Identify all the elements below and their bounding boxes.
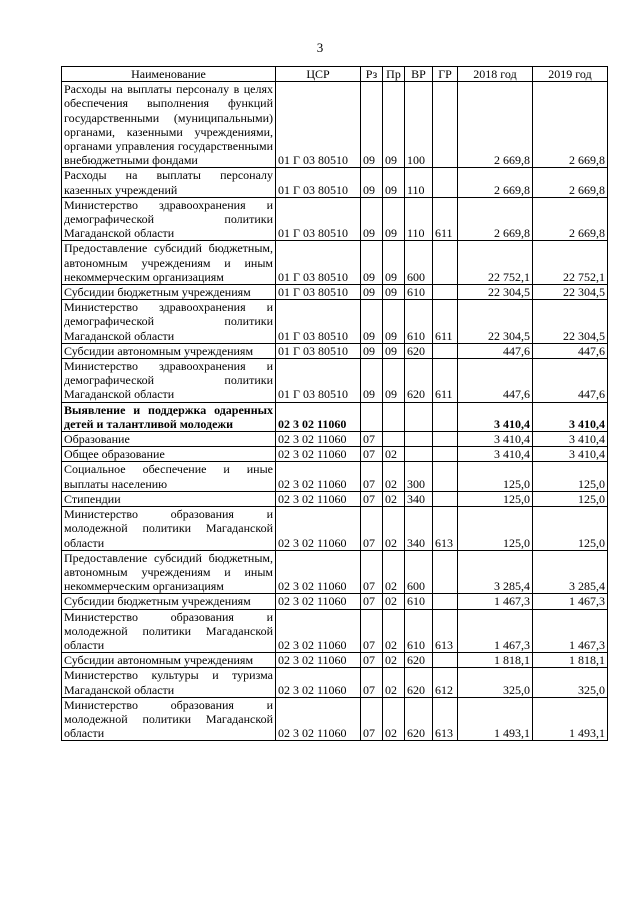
row-pr: 02 bbox=[383, 653, 405, 668]
row-name: Субсидии автономным учреждениям bbox=[62, 653, 276, 668]
row-vr: 300 bbox=[405, 462, 433, 491]
row-2018: 447,6 bbox=[458, 343, 533, 358]
row-vr: 610 bbox=[405, 609, 433, 653]
row-gr: 611 bbox=[433, 359, 458, 403]
row-gr bbox=[433, 168, 458, 197]
row-2019: 1 818,1 bbox=[533, 653, 608, 668]
row-2018: 1 818,1 bbox=[458, 653, 533, 668]
row-2019: 447,6 bbox=[533, 359, 608, 403]
row-rz: 07 bbox=[361, 507, 383, 551]
row-rz: 09 bbox=[361, 168, 383, 197]
table-row bbox=[62, 432, 608, 447]
row-csr: 02 3 02 11060 bbox=[276, 594, 361, 609]
row-pr bbox=[383, 402, 405, 431]
table-row bbox=[62, 241, 608, 285]
header-name: Наименование bbox=[62, 67, 276, 82]
row-name: Предоставление субсидий бюджетным, автономным учреждениям и иным некоммерческим организациям bbox=[62, 550, 276, 594]
row-vr bbox=[405, 402, 433, 431]
table-row bbox=[62, 300, 608, 344]
row-name: Образование bbox=[62, 432, 276, 447]
row-rz: 07 bbox=[361, 550, 383, 594]
row-pr bbox=[383, 432, 405, 447]
row-vr: 620 bbox=[405, 697, 433, 741]
row-gr bbox=[433, 594, 458, 609]
budget-table bbox=[61, 66, 608, 741]
row-pr: 09 bbox=[383, 168, 405, 197]
row-pr: 02 bbox=[383, 507, 405, 551]
row-csr: 01 Г 03 80510 bbox=[276, 343, 361, 358]
row-name: Выявление и поддержка одаренных детей и талантливой молодежи bbox=[62, 402, 276, 431]
row-pr: 02 bbox=[383, 491, 405, 506]
row-name: Предоставление субсидий бюджетным, автономным учреждениям и иным некоммерческим организациям bbox=[62, 241, 276, 285]
row-gr bbox=[433, 241, 458, 285]
row-2018: 1 467,3 bbox=[458, 594, 533, 609]
row-csr: 02 3 02 11060 bbox=[276, 402, 361, 431]
row-2018: 22 304,5 bbox=[458, 300, 533, 344]
header-pr: Пр bbox=[383, 67, 405, 82]
row-2019: 325,0 bbox=[533, 668, 608, 697]
row-vr: 610 bbox=[405, 300, 433, 344]
row-2018: 125,0 bbox=[458, 491, 533, 506]
row-pr: 02 bbox=[383, 697, 405, 741]
row-pr: 02 bbox=[383, 668, 405, 697]
row-gr bbox=[433, 432, 458, 447]
row-2019: 125,0 bbox=[533, 462, 608, 491]
row-2019: 22 304,5 bbox=[533, 300, 608, 344]
row-2019: 3 410,4 bbox=[533, 447, 608, 462]
row-csr: 01 Г 03 80510 bbox=[276, 359, 361, 403]
row-csr: 02 3 02 11060 bbox=[276, 491, 361, 506]
row-pr: 02 bbox=[383, 550, 405, 594]
table-row bbox=[62, 550, 608, 594]
row-2018: 125,0 bbox=[458, 462, 533, 491]
row-rz: 07 bbox=[361, 668, 383, 697]
row-2018: 3 285,4 bbox=[458, 550, 533, 594]
row-name: Социальное обеспечение и иные выплаты населению bbox=[62, 462, 276, 491]
row-pr: 02 bbox=[383, 609, 405, 653]
row-rz: 07 bbox=[361, 653, 383, 668]
row-pr: 09 bbox=[383, 197, 405, 241]
row-2018: 3 410,4 bbox=[458, 447, 533, 462]
row-vr: 100 bbox=[405, 82, 433, 168]
header-gr: ГР bbox=[433, 67, 458, 82]
row-vr bbox=[405, 432, 433, 447]
row-gr: 611 bbox=[433, 300, 458, 344]
table-row bbox=[62, 507, 608, 551]
table-row bbox=[62, 197, 608, 241]
row-csr: 02 3 02 11060 bbox=[276, 653, 361, 668]
table-row bbox=[62, 668, 608, 697]
row-name: Субсидии бюджетным учреждениям bbox=[62, 285, 276, 300]
row-rz: 07 bbox=[361, 697, 383, 741]
row-csr: 01 Г 03 80510 bbox=[276, 197, 361, 241]
row-gr bbox=[433, 491, 458, 506]
table-row bbox=[62, 285, 608, 300]
row-gr bbox=[433, 447, 458, 462]
row-pr: 09 bbox=[383, 300, 405, 344]
row-rz: 09 bbox=[361, 300, 383, 344]
row-csr: 02 3 02 11060 bbox=[276, 432, 361, 447]
header-2018: 2018 год bbox=[458, 67, 533, 82]
row-name: Общее образование bbox=[62, 447, 276, 462]
table-row bbox=[62, 653, 608, 668]
row-rz: 09 bbox=[361, 285, 383, 300]
row-2019: 1 467,3 bbox=[533, 609, 608, 653]
row-2018: 447,6 bbox=[458, 359, 533, 403]
row-vr: 620 bbox=[405, 653, 433, 668]
table-row bbox=[62, 697, 608, 741]
row-vr: 340 bbox=[405, 491, 433, 506]
row-2019: 125,0 bbox=[533, 491, 608, 506]
row-gr: 612 bbox=[433, 668, 458, 697]
row-vr: 600 bbox=[405, 550, 433, 594]
row-csr: 02 3 02 11060 bbox=[276, 697, 361, 741]
row-rz: 07 bbox=[361, 594, 383, 609]
row-pr: 09 bbox=[383, 343, 405, 358]
row-gr: 611 bbox=[433, 197, 458, 241]
header-rz: Рз bbox=[361, 67, 383, 82]
table-row bbox=[62, 359, 608, 403]
row-2018: 2 669,8 bbox=[458, 82, 533, 168]
row-rz: 09 bbox=[361, 343, 383, 358]
row-csr: 02 3 02 11060 bbox=[276, 668, 361, 697]
row-gr bbox=[433, 550, 458, 594]
table-row bbox=[62, 168, 608, 197]
row-rz: 09 bbox=[361, 82, 383, 168]
row-2019: 125,0 bbox=[533, 507, 608, 551]
row-pr: 09 bbox=[383, 241, 405, 285]
row-vr: 610 bbox=[405, 285, 433, 300]
row-2018: 2 669,8 bbox=[458, 197, 533, 241]
row-pr: 02 bbox=[383, 462, 405, 491]
row-name: Расходы на выплаты персоналу казенных учреждений bbox=[62, 168, 276, 197]
row-vr: 110 bbox=[405, 168, 433, 197]
row-vr: 620 bbox=[405, 668, 433, 697]
table-row bbox=[62, 343, 608, 358]
row-2019: 3 285,4 bbox=[533, 550, 608, 594]
row-pr: 09 bbox=[383, 82, 405, 168]
row-csr: 02 3 02 11060 bbox=[276, 550, 361, 594]
row-rz: 09 bbox=[361, 197, 383, 241]
row-2019: 1 493,1 bbox=[533, 697, 608, 741]
row-vr: 340 bbox=[405, 507, 433, 551]
row-2019: 1 467,3 bbox=[533, 594, 608, 609]
row-rz: 07 bbox=[361, 432, 383, 447]
row-vr: 620 bbox=[405, 359, 433, 403]
row-gr: 613 bbox=[433, 609, 458, 653]
row-name: Расходы на выплаты персоналу в целях обеспечения выполнения функций государственными (муниципальными) органами, казенными учреждениями, органами управления государственными внебюджетными фондами bbox=[62, 82, 276, 168]
row-name: Министерство здравоохранения и демографической политики Магаданской области bbox=[62, 197, 276, 241]
table-row bbox=[62, 462, 608, 491]
table-row bbox=[62, 609, 608, 653]
row-pr: 02 bbox=[383, 594, 405, 609]
header-vr: ВР bbox=[405, 67, 433, 82]
table-row bbox=[62, 447, 608, 462]
table-row bbox=[62, 491, 608, 506]
table-body bbox=[62, 82, 608, 741]
row-vr: 620 bbox=[405, 343, 433, 358]
row-gr bbox=[433, 402, 458, 431]
row-2018: 3 410,4 bbox=[458, 432, 533, 447]
table-row bbox=[62, 82, 608, 168]
row-gr bbox=[433, 285, 458, 300]
row-2019: 3 410,4 bbox=[533, 402, 608, 431]
header-2019: 2019 год bbox=[533, 67, 608, 82]
row-csr: 02 3 02 11060 bbox=[276, 609, 361, 653]
row-gr bbox=[433, 82, 458, 168]
row-vr: 600 bbox=[405, 241, 433, 285]
row-gr: 613 bbox=[433, 507, 458, 551]
row-2018: 125,0 bbox=[458, 507, 533, 551]
row-2019: 2 669,8 bbox=[533, 82, 608, 168]
row-2018: 22 304,5 bbox=[458, 285, 533, 300]
row-2019: 2 669,8 bbox=[533, 197, 608, 241]
row-name: Министерство образования и молодежной политики Магаданской области bbox=[62, 697, 276, 741]
row-2018: 3 410,4 bbox=[458, 402, 533, 431]
row-name: Министерство здравоохранения и демографической политики Магаданской области bbox=[62, 300, 276, 344]
row-gr bbox=[433, 462, 458, 491]
row-2018: 1 467,3 bbox=[458, 609, 533, 653]
header-csr: ЦСР bbox=[276, 67, 361, 82]
row-vr bbox=[405, 447, 433, 462]
row-csr: 01 Г 03 80510 bbox=[276, 300, 361, 344]
row-pr: 09 bbox=[383, 359, 405, 403]
row-vr: 110 bbox=[405, 197, 433, 241]
row-name: Министерство культуры и туризма Магаданской области bbox=[62, 668, 276, 697]
row-csr: 01 Г 03 80510 bbox=[276, 82, 361, 168]
row-2019: 447,6 bbox=[533, 343, 608, 358]
row-rz: 07 bbox=[361, 447, 383, 462]
row-2018: 1 493,1 bbox=[458, 697, 533, 741]
row-pr: 02 bbox=[383, 447, 405, 462]
row-name: Субсидии автономным учреждениям bbox=[62, 343, 276, 358]
row-gr: 613 bbox=[433, 697, 458, 741]
row-2018: 325,0 bbox=[458, 668, 533, 697]
row-name: Министерство образования и молодежной политики Магаданской области bbox=[62, 609, 276, 653]
row-csr: 01 Г 03 80510 bbox=[276, 168, 361, 197]
row-csr: 02 3 02 11060 bbox=[276, 507, 361, 551]
row-vr: 610 bbox=[405, 594, 433, 609]
row-rz bbox=[361, 402, 383, 431]
row-csr: 02 3 02 11060 bbox=[276, 462, 361, 491]
row-rz: 09 bbox=[361, 359, 383, 403]
row-csr: 01 Г 03 80510 bbox=[276, 285, 361, 300]
row-name: Министерство образования и молодежной политики Магаданской области bbox=[62, 507, 276, 551]
row-name: Субсидии бюджетным учреждениям bbox=[62, 594, 276, 609]
row-gr bbox=[433, 343, 458, 358]
row-gr bbox=[433, 653, 458, 668]
row-rz: 07 bbox=[361, 609, 383, 653]
row-2018: 22 752,1 bbox=[458, 241, 533, 285]
table-row bbox=[62, 402, 608, 431]
row-name: Стипендии bbox=[62, 491, 276, 506]
row-2019: 22 304,5 bbox=[533, 285, 608, 300]
row-2019: 22 752,1 bbox=[533, 241, 608, 285]
row-csr: 01 Г 03 80510 bbox=[276, 241, 361, 285]
row-rz: 09 bbox=[361, 241, 383, 285]
table-row bbox=[62, 594, 608, 609]
row-rz: 07 bbox=[361, 462, 383, 491]
table-header-row bbox=[62, 67, 608, 82]
row-2019: 2 669,8 bbox=[533, 168, 608, 197]
row-rz: 07 bbox=[361, 491, 383, 506]
row-csr: 02 3 02 11060 bbox=[276, 447, 361, 462]
row-2018: 2 669,8 bbox=[458, 168, 533, 197]
row-pr: 09 bbox=[383, 285, 405, 300]
page-number: 3 bbox=[316, 40, 324, 55]
row-2019: 3 410,4 bbox=[533, 432, 608, 447]
row-name: Министерство здравоохранения и демографической политики Магаданской области bbox=[62, 359, 276, 403]
